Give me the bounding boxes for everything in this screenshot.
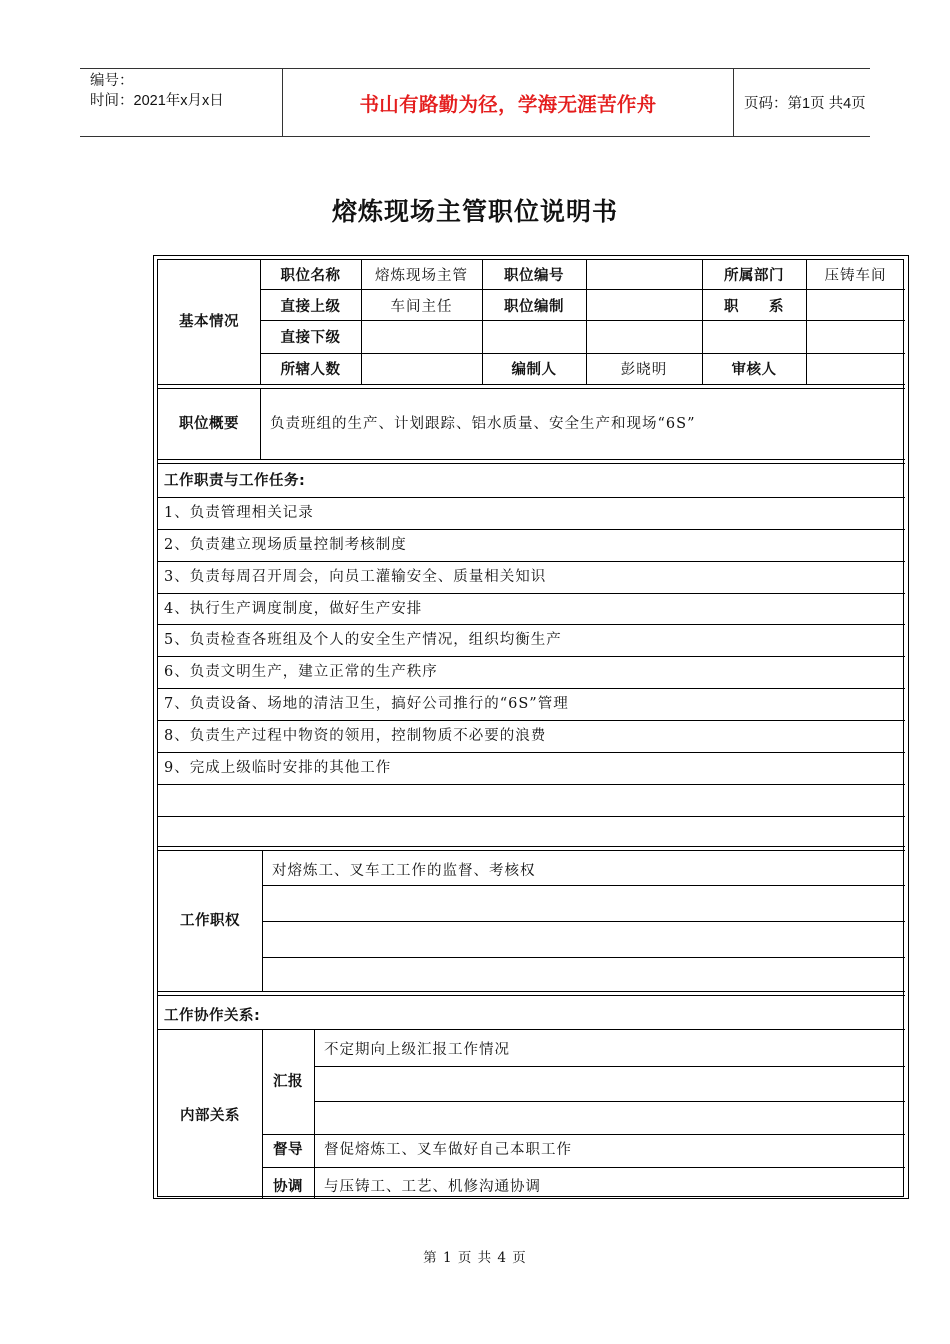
report-label: 汇报 — [273, 1074, 303, 1090]
rule — [158, 816, 905, 817]
job-description-form — [153, 255, 909, 1199]
rule — [158, 384, 905, 385]
rule — [158, 624, 905, 625]
doc-time: 时间：2021年x月x日 — [90, 93, 224, 109]
rule — [262, 885, 905, 886]
department-label: 所属部门 — [724, 268, 784, 284]
direct-subordinate-label: 直接下级 — [280, 330, 341, 346]
header-page-info: 页码：第1页 共4页 — [744, 96, 866, 112]
direct-superior-label: 直接上级 — [280, 299, 341, 315]
rule — [158, 656, 905, 657]
rule — [262, 1029, 263, 1198]
duty-item: 7、负责设备、场地的清洁卫生，搞好公司推行的“6S”管理 — [164, 696, 569, 712]
rule — [158, 784, 905, 785]
compiler-value: 彭晓明 — [620, 362, 668, 378]
header-motto: 书山有路勤为径，学海无涯苦作舟 — [359, 92, 657, 116]
position-name-value: 熔炼现场主管 — [375, 268, 468, 284]
supervise-text: 督促熔炼工、叉车做好自己本职工作 — [324, 1142, 572, 1158]
duty-item: 1、负责管理相关记录 — [164, 505, 314, 521]
position-code-label: 职位编号 — [504, 268, 564, 284]
cooperation-heading: 工作协作关系: — [164, 1008, 261, 1024]
duty-item: 8、负责生产过程中物资的领用，控制物质不必要的浪费 — [164, 728, 547, 744]
rule — [260, 289, 905, 290]
doc-code-label: 编号： — [90, 73, 134, 89]
duty-item: 4、执行生产调度制度，做好生产安排 — [164, 601, 423, 617]
rule — [260, 320, 905, 321]
position-quota-label: 职位编制 — [504, 299, 564, 315]
rule — [158, 459, 905, 460]
report-item: 不定期向上级汇报工作情况 — [324, 1042, 510, 1058]
rule — [158, 463, 905, 464]
rule — [158, 593, 905, 594]
rule — [314, 1101, 905, 1102]
rule — [158, 561, 905, 562]
duty-item: 5、负责检查各班组及个人的安全生产情况，组织均衡生产 — [164, 632, 562, 648]
rule — [314, 1029, 315, 1198]
rule — [158, 850, 905, 851]
form-inner-frame — [157, 259, 904, 1197]
authority-item: 对熔炼工、叉车工工作的监督、考核权 — [272, 863, 536, 879]
headcount-label: 所辖人数 — [280, 362, 341, 378]
document-title: 熔炼现场主管职位说明书 — [331, 197, 618, 226]
rule — [314, 1066, 905, 1067]
rule — [260, 353, 905, 354]
rule — [260, 388, 261, 459]
rule — [262, 850, 263, 991]
supervise-label: 督导 — [273, 1142, 303, 1158]
document-header — [80, 68, 870, 137]
duties-heading: 工作职责与工作任务: — [164, 473, 306, 489]
compiler-label: 编制人 — [511, 362, 557, 378]
authority-label: 工作职权 — [180, 913, 240, 929]
rule — [158, 720, 905, 721]
summary-text: 负责班组的生产、计划跟踪、铝水质量、安全生产和现场“6S” — [270, 416, 696, 432]
rule — [158, 388, 905, 389]
reviewer-label: 审核人 — [731, 362, 777, 378]
duty-item: 6、负责文明生产，建立正常的生产秩序 — [164, 664, 438, 680]
rank-label: 职 系 — [724, 299, 784, 315]
coordinate-text: 与压铸工、工艺、机修沟通协调 — [324, 1179, 541, 1195]
rule — [262, 1167, 905, 1168]
rule — [158, 497, 905, 498]
rule — [262, 921, 905, 922]
rule — [158, 846, 905, 847]
internal-relations-label: 内部关系 — [180, 1108, 240, 1124]
rule — [158, 991, 905, 992]
duty-item: 3、负责每周召开周会，向员工灌输安全、质量相关知识 — [164, 569, 547, 585]
duty-item: 2、负责建立现场质量控制考核制度 — [164, 537, 407, 553]
rule — [158, 688, 905, 689]
rule — [158, 995, 905, 996]
page-footer: 第 1 页 共 4 页 — [423, 1250, 527, 1266]
duty-item: 9、完成上级临时安排的其他工作 — [164, 760, 392, 776]
header-meta — [80, 69, 282, 136]
direct-superior-value: 车间主任 — [390, 299, 453, 315]
coordinate-label: 协调 — [273, 1179, 303, 1195]
department-value: 压铸车间 — [824, 268, 887, 284]
summary-label: 职位概要 — [179, 416, 239, 432]
rule — [158, 1029, 905, 1030]
rule — [262, 1134, 905, 1135]
position-name-label: 职位名称 — [280, 268, 341, 284]
rule — [158, 529, 905, 530]
header-motto-cell — [282, 69, 734, 136]
rule — [158, 752, 905, 753]
rule — [262, 957, 905, 958]
basic-section-label: 基本情况 — [179, 314, 239, 330]
